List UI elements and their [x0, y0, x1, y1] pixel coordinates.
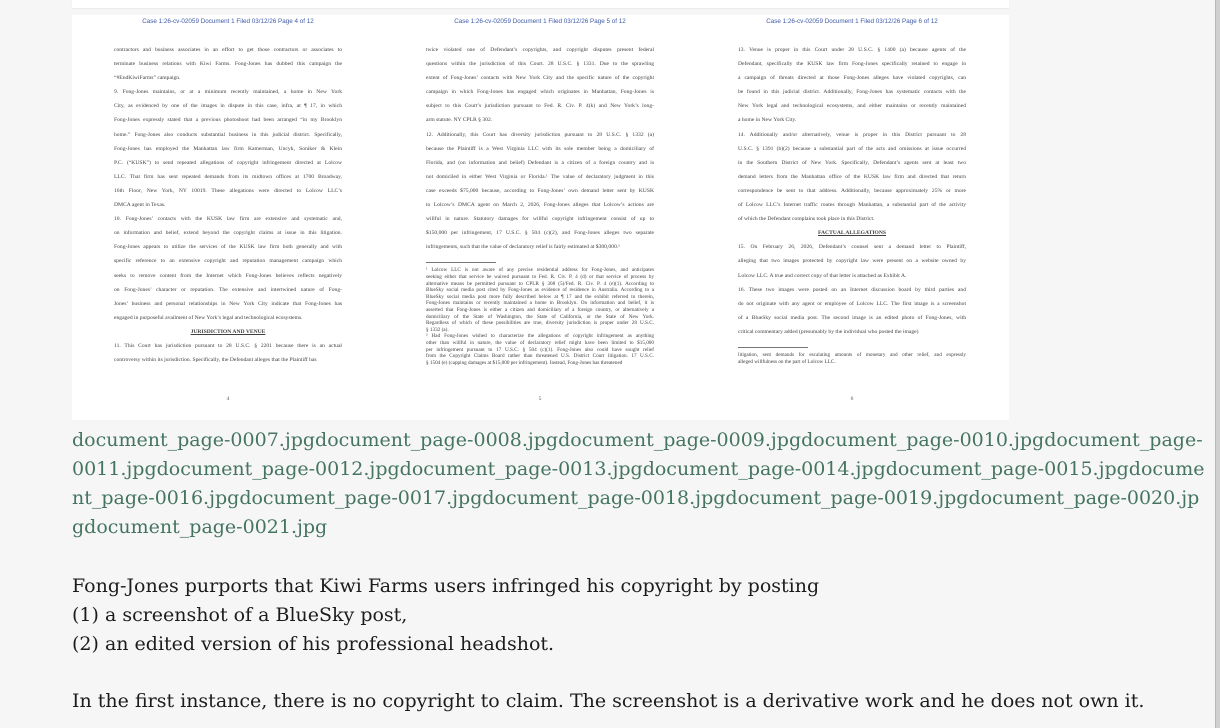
document-line: do not originate with any agent or employee of Lolcow LLC. The first image is a screenshot — [738, 300, 966, 307]
document-page-4 — [78, 15, 378, 420]
document-line: not domiciled in either West Virginia or Florida.¹ The value of declaratory judgment in this — [426, 173, 654, 180]
attachment-link[interactable]: document_page-0008.jpg — [315, 429, 559, 451]
document-line: U.S.C. § 1391 (b)(2) because a substantial part of the acts and omissions at issue occurred — [738, 145, 966, 152]
page-header: Case 1:26-cv-02059 Document 1 Filed 03/12/26 Page 4 of 12 — [142, 18, 314, 25]
footnote-line: Regardless of which of these possibilities are true, diversity jurisdiction is proper under 28 U.S.C. — [426, 320, 654, 327]
attachment-file-links — [72, 426, 1208, 542]
footnote-line: § 1332 (a). — [426, 326, 449, 333]
document-line: “#EndKiwiFarms” campaign. — [114, 75, 181, 82]
footnote-line: litigation, sent demands for escalating amounts of monetary and other relief, and expressly — [738, 351, 966, 358]
footnote-line: domiciliary of the State of Washington, the State of California, or the State of New York. — [426, 313, 654, 320]
document-line: 15. On February 26, 2026, Defendant’s counsel sent a demand letter to Plaintiff, — [738, 244, 966, 251]
attachment-link[interactable]: document_page-0017.jpg — [239, 487, 483, 509]
document-line: seeks to remove content from the Internet which Fong-Jones believes reflects negatively — [114, 272, 342, 279]
attachment-link[interactable]: document_page-0015.jpg — [885, 458, 1129, 480]
footnote-line: from the Copyright Claims Board rather than threatened U.S. District Court litigation. 17 U.S.C. — [426, 353, 654, 360]
footnote-divider — [426, 262, 496, 263]
document-line: controversy within its jurisdiction. Specifically, the Defendant alleges that the Plaintiff has — [114, 357, 317, 364]
post-line: In the first instance, there is no copyright to claim. The screenshot is a derivative work and he does not own it. — [72, 690, 1145, 712]
document-line: City, as evidenced by one of the images in dispute in this case, infra, at ¶ 17, in which — [114, 103, 342, 110]
post-body-text — [72, 572, 1208, 728]
footnote-line: asserted that Fong-Jones is either a citizen and domiciliary of a foreign country, or alternatively a — [426, 306, 654, 313]
document-line: 10. Fong-Jones’ contacts with the KUSK law firm are extensive and systematic and, — [114, 216, 342, 223]
attachment-link[interactable]: document_page-0012.jpg — [156, 458, 400, 480]
post-paragraph — [72, 572, 1208, 659]
footnote-line: other than willful in nature, the value of declaratory relief might have been limited to $15,000 — [426, 339, 654, 346]
attachment-link[interactable]: document_page-0016.jpg — [72, 458, 1205, 509]
document-line: 9. Fong-Jones maintains, or at a minimum recently maintained, a home in New York — [114, 89, 342, 96]
document-line: Lolcow LLC. A true and correct copy of that letter is attached as Exhibit A. — [738, 272, 907, 279]
section-heading: FACTUAL ALLEGATIONS — [817, 230, 887, 237]
document-line: 14. Additionally and/or alternatively, venue is proper in this District pursuant to 28 — [738, 131, 966, 138]
document-line: a campaign of threats directed at those Fong-Jones alleges have violated copyrights, can — [738, 75, 966, 82]
footnote-line: BlueSky social media post more fully described below at ¶ 17 and the exhibit referred to therein, — [426, 293, 654, 300]
document-line: extent of Fong-Jones’ contacts with New York City and the specific nature of the copyright — [426, 75, 654, 82]
post-paragraph — [72, 687, 1208, 716]
section-heading: JURISDICTION AND VENUE — [190, 328, 266, 335]
page-number: 5 — [538, 396, 542, 402]
document-line: Fong-Jones expressly stated that a previous photoshoot had been arranged “in my Brooklyn — [114, 117, 342, 124]
document-line: be found in this judicial district. Additionally, Fong-Jones has systematic contacts with the — [738, 89, 966, 96]
document-page-5 — [390, 15, 690, 420]
document-line: Fong-Jones has employed the Manhattan law firm Kamerman, Uncyk, Soniker & Klein — [114, 145, 342, 152]
footnote-line: ² Had Fong-Jones wished to characterize the allegations of copyright infringement as anything — [426, 333, 654, 340]
document-line: critical commentary added (presumably by the individual who posted the image) — [738, 328, 919, 335]
document-page-6 — [702, 15, 1002, 420]
page-body — [738, 43, 966, 365]
document-line: alleging that two images protected by copyright law were present on a website owned by — [738, 258, 966, 265]
footnote-line: BlueSky social media post cited by Fong-Jones as evidence of residence in Australia. According to a — [426, 287, 654, 294]
document-line: campaign in which Fong-Jones has engaged which originates in Manhattan, Fong-Jones is — [426, 89, 654, 96]
post-line: Fong-Jones purports that Kiwi Farms users infringed his copyright by posting — [72, 575, 820, 597]
page-header: Case 1:26-cv-02059 Document 1 Filed 03/12/26 Page 6 of 12 — [766, 18, 938, 25]
attachment-link[interactable]: document_page-0010.jpg — [801, 429, 1045, 451]
document-line: correspondence be sent to that address. Additionally, because approximately 25% or more — [738, 187, 966, 194]
attachment-link[interactable]: document_page-0020.jpg — [72, 487, 1200, 538]
document-line: a home in New York City. — [738, 117, 797, 124]
document-line: in the Southern District of New York. Specifically, Defendant’s agents sent at least two — [738, 159, 966, 166]
document-line: New York legal and technological ecosystems, and either maintains or recently maintained — [738, 103, 966, 110]
document-line: because the Plaintiff is a West Virginia LLC with its sole member being a domiciliary of — [426, 145, 654, 152]
document-line: arm statute. NY CPLR § 302. — [426, 117, 493, 124]
document-line: demand letters from the Manhattan office of the KUSK law firm and directed that return — [738, 173, 966, 180]
document-line: $150,000 per infringement, 17 U.S.C. § 504 (c)(2), and Fong-Jones alleges two separate — [426, 230, 654, 237]
page-number: 6 — [850, 396, 854, 402]
document-line: 11. This Court has jurisdiction pursuant to 28 U.S.C. § 2201 because there is an actual — [114, 342, 342, 349]
footnote-line: seeking either that service be waived pursuant to Fed. R. Civ. P. 4 (d) or that service of process by — [426, 274, 654, 280]
document-line: contractors and business associates in an effort to get those contractors or associates to — [114, 47, 342, 53]
document-line: Defendant, specifically the KUSK law firm Fong-Jones specifically retained to engage in — [738, 61, 966, 68]
attachment-link[interactable]: document_page-0021.jpg — [84, 516, 328, 538]
document-line: 16th Floor, New York, NY 10019. These allegations were directed to Lolcow LLC’s — [114, 187, 342, 194]
attachment-link[interactable]: document_page-0007.jpg — [72, 429, 316, 451]
attachment-link[interactable]: document_page-0009.jpg — [558, 429, 802, 451]
attachment-link[interactable]: document_page-0019.jpg — [725, 487, 969, 509]
court-document-scan-image[interactable] — [72, 15, 1009, 420]
attachment-link[interactable]: document_page-0014.jpg — [642, 458, 886, 480]
page-body — [426, 43, 654, 366]
document-line: case exceeds $75,000 because, according to Fong-Jones’ own demand letter sent by KUSK — [426, 187, 654, 194]
document-line: P.C. (“KUSK”) to send repeated allegations of copyright infringement directed at Lolcow — [114, 159, 342, 166]
document-line: terminate business relations with Kiwi Farms. Fong-Jones has dubbed this campaign the — [114, 61, 342, 68]
page-number: 4 — [226, 396, 230, 402]
page-header: Case 1:26-cv-02059 Document 1 Filed 03/12/26 Page 5 of 12 — [454, 18, 626, 25]
post-line: (1) a screenshot of a BlueSky post, — [72, 604, 408, 626]
document-line: DMCA agent in Texas. — [114, 202, 166, 209]
page-body — [114, 43, 342, 367]
footnote-line: per infringement pursuant to 17 U.S.C. § 504 (c)(1). Fong-Jones also could have sought relief — [426, 346, 654, 353]
footnote-line: alleged willfulness on the part of Lolcow LLC. — [738, 358, 836, 365]
document-line: on information and belief, extend beyond the copyright claims at issue in this litigation. — [114, 230, 342, 237]
footnote-divider — [738, 347, 808, 348]
document-line: of a BlueSky social media post. The second image is an edited photo of Fong-Jones, with — [738, 314, 966, 321]
previous-attachment-image[interactable] — [72, 0, 1009, 8]
document-line: 12. Additionally, this Court has diversity jurisdiction pursuant to 28 U.S.C. § 1332 (a) — [426, 131, 654, 138]
document-line: LLC. That firm has sent repeated demands from its midtown offices at 1700 Broadway, — [114, 173, 342, 180]
document-line: on Fong-Jones’ character or reputation. The extensive and intertwined nature of Fong- — [114, 286, 342, 293]
document-line: 13. Venue is proper in this Court under 28 U.S.C. § 1400 (a) because agents of the — [738, 47, 966, 53]
document-line: infringements, such that the value of declaratory relief is fairly estimated at $300,000.² — [426, 244, 620, 251]
document-line: home.” Fong-Jones also conducts substantial business in this judicial district. Specifically, — [114, 131, 342, 138]
document-line: specific reference to an extensive copyright and reputation management campaign which — [114, 258, 342, 265]
document-line: Fong-Jones appears to utilize the services of the KUSK law firm both generally and with — [114, 244, 342, 251]
attachment-link[interactable]: document_page-0011.jpg — [72, 429, 1203, 480]
document-line: 16. These two images were posted on an Internet discussion board by third parties and — [738, 286, 966, 293]
document-line: to Lolcow’s DMCA agent on March 2, 2026, Fong-Jones alleges that Lolcow’s actions are — [426, 202, 654, 209]
document-line: twice violated one of Defendant’s copyrights, and copyright disputes present federal — [426, 47, 654, 53]
document-line: subject to this Court’s jurisdiction pursuant to Fed. R. Civ. P. 4(k) and New York’s long- — [426, 103, 654, 110]
document-line: Jones’ business and personal relationships in New York City indicate that Fong-Jones has — [114, 300, 342, 307]
document-line: of which the Defendant complains took place in this District. — [738, 216, 875, 223]
document-line: engaged in purposeful availment of New York’s legal and technological ecosystems. — [114, 314, 303, 321]
document-line: questions within the jurisdiction of this Court. 28 U.S.C. § 1331. Due to the sprawling — [426, 61, 654, 68]
footnote-line: § 1504 (e) (capping damages at $15,000 per infringement). Instead, Fong-Jones has threatened — [426, 359, 623, 366]
post-line: (2) an edited version of his professional headshot. — [72, 633, 555, 655]
attachment-link[interactable]: document_page-0018.jpg — [482, 487, 726, 509]
attachment-link[interactable]: document_page-0013.jpg — [399, 458, 643, 480]
document-line: of Lolcow LLC’s Internet traffic routes through Manhattan, a substantial part of the activity — [738, 202, 966, 209]
footnote-line: Fong-Jones maintains or recently maintained a home in Brooklyn. On information and belief, it is — [426, 300, 654, 307]
footnote-line: ¹ Lolcow LLC is not aware of any precise residential address for Fong-Jones, and anticipates — [426, 267, 654, 274]
document-line: willful in nature. Statutory damages for willful copyright infringement consist of up to — [426, 216, 654, 223]
scrollbar[interactable] — [1215, 0, 1220, 728]
document-line: Florida, and (on information and belief) Defendant is a citizen of a foreign country and is — [426, 159, 654, 166]
footnote-line: alternative means be permitted pursuant to CPLR § 308 (5)/Fed. R. Civ. P. 4 (e)(1). According to — [426, 280, 654, 287]
